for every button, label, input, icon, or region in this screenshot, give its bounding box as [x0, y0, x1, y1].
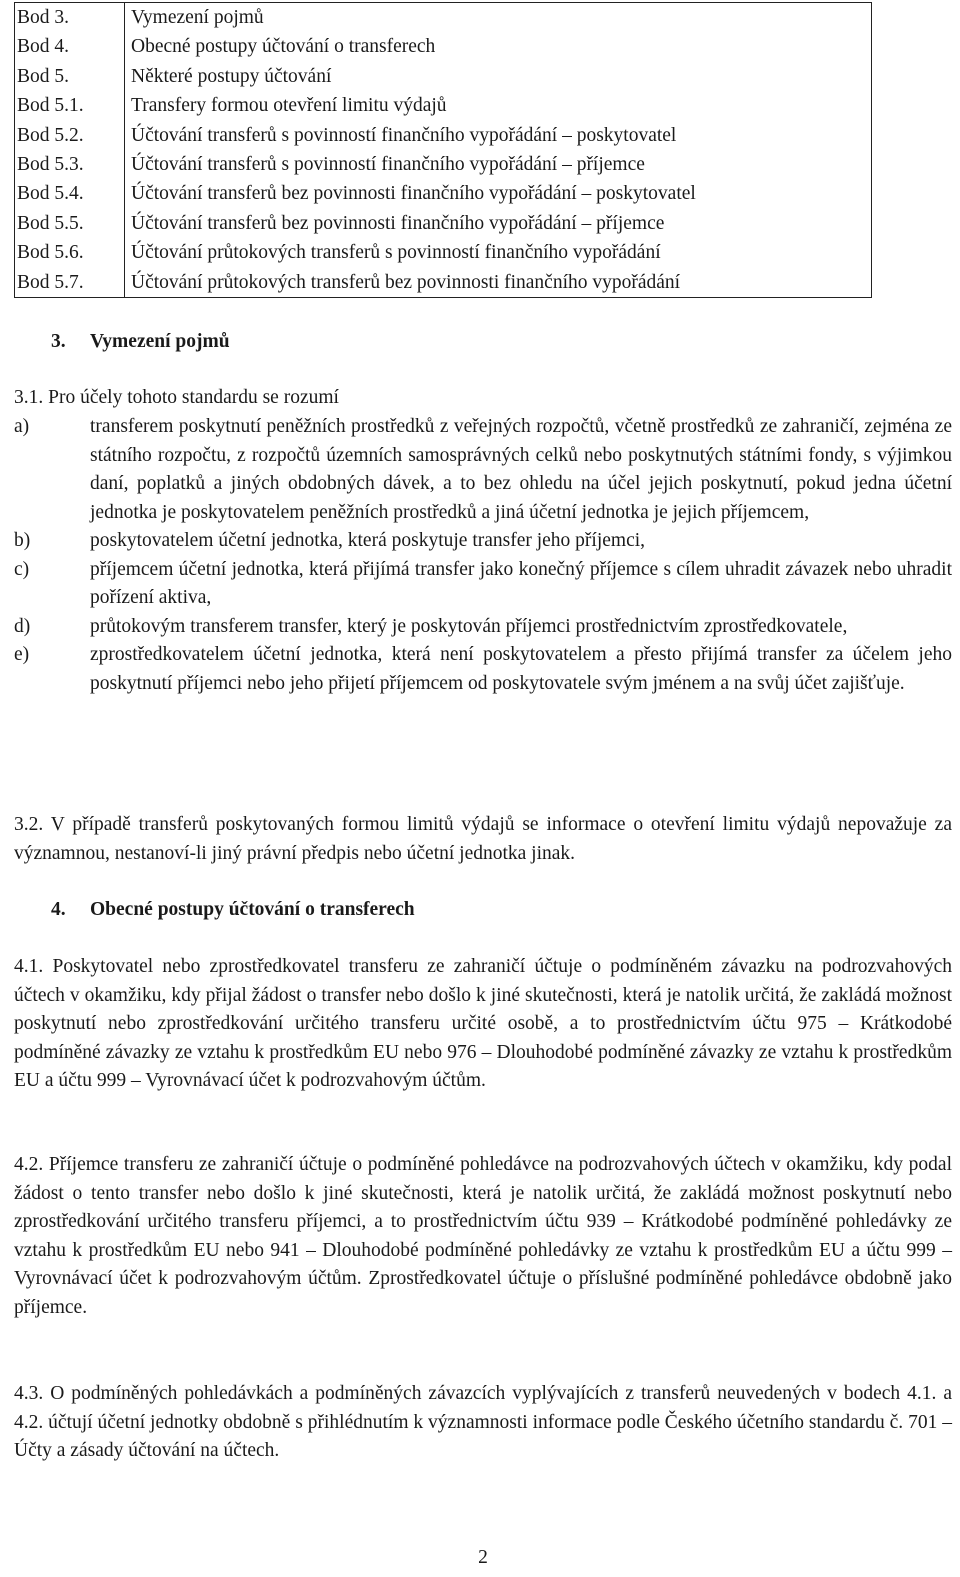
definition-item: [14, 613, 952, 642]
definition-label: e): [14, 644, 30, 665]
toc-title: Účtování transferů bez povinnosti finančního vypořádání – příjemce: [131, 212, 665, 234]
section-3-title: Vymezení pojmů: [90, 331, 230, 352]
definition-item: [14, 413, 952, 527]
contents-table: [14, 2, 872, 298]
definition-item: [14, 556, 952, 613]
section-4-title: Obecné postupy účtování o transferech: [90, 899, 415, 920]
paragraph-3-2: 3.2. V případě transferů poskytovaných formou limitů výdajů se informace o otevření limitu výdajů nepovažuje za významnou, nestanoví-li jiný právní předpis nebo účetní jednotka jinak.: [14, 814, 952, 864]
definition-text: průtokovým transferem transfer, který je poskytován příjemci prostřednictvím zprostředkovatele,: [90, 615, 848, 637]
paragraph-4-2: 4.2. Příjemce transferu ze zahraničí účtuje o podmíněné pohledávce na podrozvahových účtech v okamžiku, kdy podal žádost o tento transfer nebo došlo k jiné skutečnosti, která je natolik určitá, že zakládá možnost poskytnutí nebo zprostředkování určitého transferu příjemci, a to prostřednictvím účtu 939 – Krátkodobé podmíněné pohledávky ze vztahu k prostředkům EU nebo 941 – Dlouhodobé podmíněné pohledávky ze vztahu k prostředkům EU a účtu 999 – Vyrovnávací účet k podrozvahovým účtům. Zprostředkovatel účtuje o příslušné podmíněné pohledávce obdobně jako příjemce.: [14, 1154, 952, 1318]
contents-title-column: [125, 3, 872, 298]
toc-title: Obecné postupy účtování o transferech: [131, 36, 436, 58]
definition-label: a): [14, 416, 30, 437]
toc-title: Účtování transferů bez povinnosti finančního vypořádání – poskytovatel: [131, 183, 696, 205]
definition-label: b): [14, 530, 31, 551]
toc-number: Bod 5.6.: [17, 242, 84, 264]
toc-title: Vymezení pojmů: [131, 7, 264, 28]
toc-title: Některé postupy účtování: [131, 65, 332, 87]
page-number: 2: [478, 1547, 488, 1568]
definition-label: c): [14, 558, 30, 580]
toc-number: Bod 5.3.: [17, 154, 84, 176]
toc-number: Bod 5.7.: [17, 271, 84, 293]
definition-item: [14, 527, 952, 556]
definition-text: transferem poskytnutí peněžních prostředků z veřejných rozpočtů, včetně prostředků ze zahraničí, zejména ze státního rozpočtu, z rozpočtů územních samosprávných celků nebo poskytnutých státními fondy, s výjimkou daní, poplatků a jiných obdobných dávek, a to bez ohledu na účel jejich poskytnutí, pokud jedna účetní jednotka je poskytovatelem peněžních prostředků a jiná účetní jednotka je jejich příjemcem,: [90, 416, 952, 523]
toc-number: Bod 5.4.: [17, 183, 84, 205]
definition-item: [14, 641, 952, 698]
toc-number: Bod 5.2.: [17, 124, 84, 146]
definition-text: poskytovatelem účetní jednotka, která poskytuje transfer jeho příjemci,: [90, 530, 646, 551]
toc-title: Účtování transferů s povinností finančního vypořádání – příjemce: [131, 154, 645, 176]
section-3-heading: [51, 328, 230, 356]
toc-title: Transfery formou otevření limitu výdajů: [131, 95, 447, 117]
section-4-number: 4.: [51, 899, 66, 920]
paragraph-4-3: 4.3. O podmíněných pohledávkách a podmíněných závazcích vyplývajících z transferů neuvedených v bodech 4.1. a 4.2. účtují účetní jednotky obdobně s přihlédnutím k významnosti informace podle Českého účetního standardu č. 701 – Účty a zásady účtování na účtech.: [14, 1383, 952, 1461]
paragraph-3-1-intro: 3.1. Pro účely tohoto standardu se rozumí: [14, 387, 339, 408]
section-3-number: 3.: [51, 331, 66, 352]
toc-number: Bod 5.5.: [17, 212, 84, 234]
toc-number: Bod 3.: [17, 7, 70, 28]
paragraph-4-1: 4.1. Poskytovatel nebo zprostředkovatel transferu ze zahraničí účtuje o podmíněném závazku na podrozvahových účtech v okamžiku, kdy přijal žádost o transfer nebo došlo k jiné skutečnosti, která je natolik určitá, že zakládá možnost poskytnutí nebo zprostředkování určitého transferu určité osobě, a to prostřednictvím účtu 975 – Krátkodobé podmíněné závazky ze vztahu k prostředkům EU nebo 976 – Dlouhodobé podmíněné závazky ze vztahu k prostředkům EU a účtu 999 – Vyrovnávací účet k podrozvahovým účtům.: [14, 956, 952, 1091]
contents-number-column: [15, 3, 125, 298]
definitions-list: [14, 413, 952, 698]
toc-number: Bod 5.: [17, 65, 70, 87]
toc-title: Účtování transferů s povinností finančního vypořádání – poskytovatel: [131, 124, 677, 146]
toc-title: Účtování průtokových transferů bez povinnosti finančního vypořádání: [131, 271, 681, 293]
contents-table-row: [15, 3, 872, 298]
definition-text: zprostředkovatelem účetní jednotka, která není poskytovatelem a přesto přijímá transfer za účelem jeho poskytnutí příjemci nebo jeho přijetí příjemcem od poskytovatele svým jménem a na svůj účet zajišťuje.: [90, 644, 952, 694]
toc-title: Účtování průtokových transferů s povinností finančního vypořádání: [131, 242, 661, 264]
toc-number: Bod 4.: [17, 36, 70, 58]
definition-label: d): [14, 615, 31, 637]
section-4-heading: [51, 896, 415, 924]
definition-text: příjemcem účetní jednotka, která přijímá transfer jako konečný příjemce s cílem uhradit závazek nebo uhradit pořízení aktiva,: [90, 558, 952, 608]
toc-number: Bod 5.1.: [17, 95, 84, 117]
